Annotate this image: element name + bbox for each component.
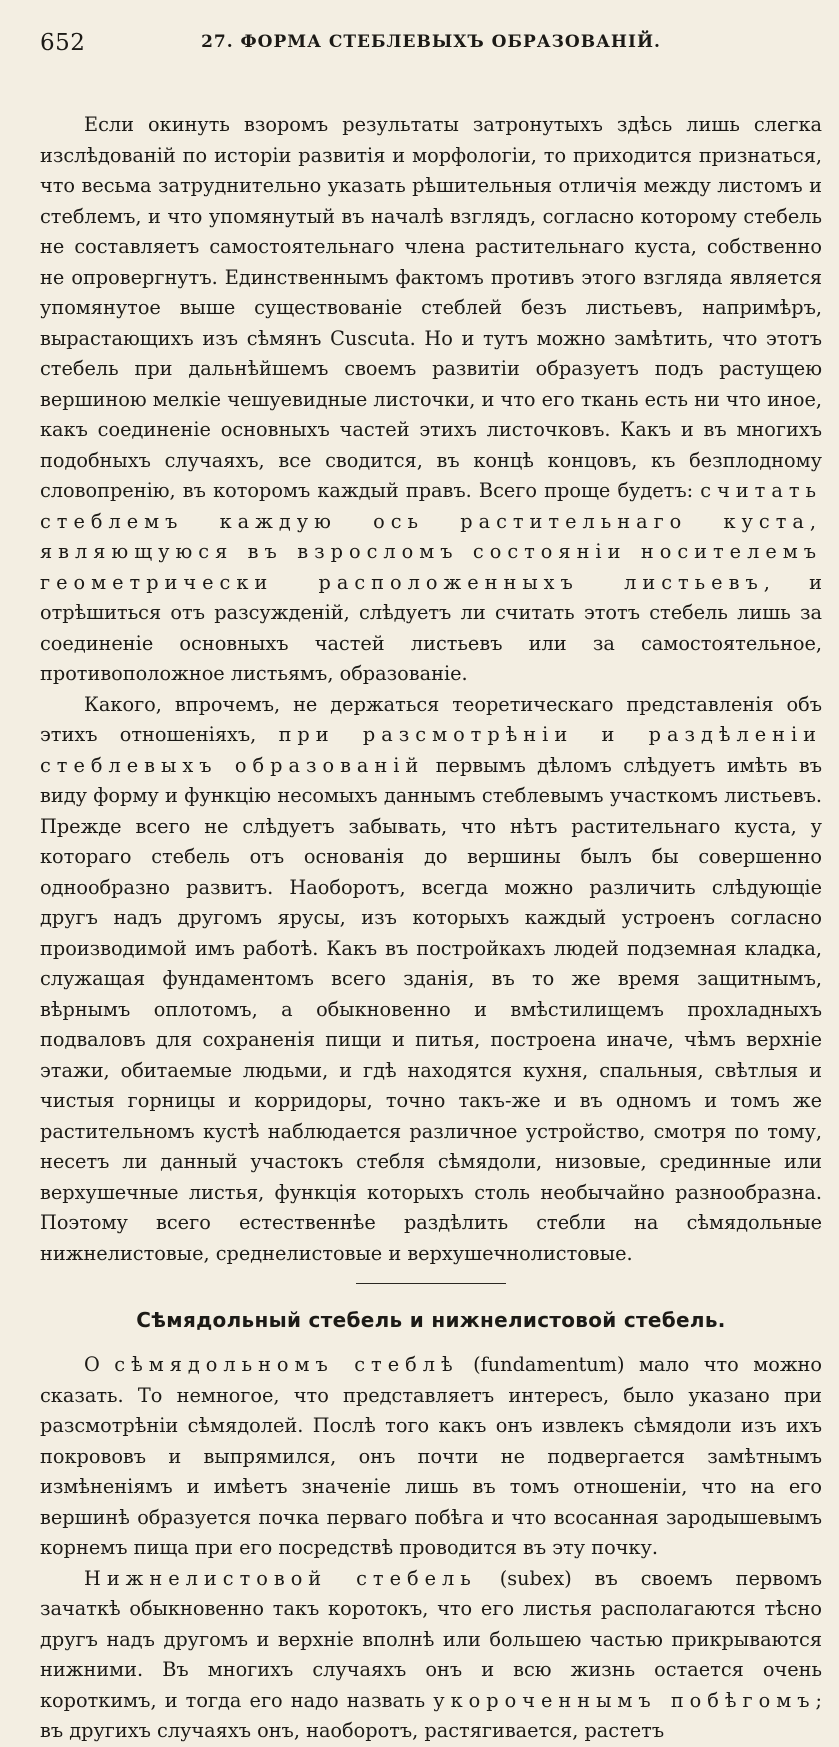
- text-run: Если окинуть взоромъ результаты затронутыхъ здѣсь лишь слегка изслѣдованій по исторіи развитія и морфологіи, то приходится признаться, что весьма затруднительно указать рѣшительныя отличія между листомъ и стеблемъ, и что упомянутый въ началѣ взглядъ, согласно которому стебель не составляетъ самостоятельнаго члена растительнаго куста, собственно не опровергнутъ. Единственнымъ фактомъ противъ этого взгляда является упомянутое выше существованіе стеблей безъ листьевъ, напримѣръ, вырастающихъ изъ сѣмянъ Cuscuta. Но и тутъ можно замѣтить, что этотъ стебель при дальнѣйшемъ своемъ развитіи образуетъ подъ растущею вершиною мелкіе чешуевидные листочки, и что его ткань есть ни что иное, какъ соединеніе основныхъ частей этихъ листочковъ. Какъ и въ многихъ подобныхъ случаяхъ, все сводится, въ концѣ концовъ, къ безплодному словопренію, въ которомъ каждый правъ. Всего проще будетъ:: [40, 113, 822, 502]
- paragraph: [40, 690, 822, 1270]
- section-divider: [356, 1283, 506, 1284]
- spaced-emphasis: при разсмотрѣніи и раздѣленіи стеблевыхъ образованій: [40, 723, 822, 777]
- paragraph: [40, 110, 822, 690]
- text-run: (subex) въ своемъ первомъ зачаткѣ обыкновенно такъ коротокъ, что его листья располагаются тѣсно другъ надъ другомъ и верхніе вполнѣ или большею частью прикрываются нижними. Въ многихъ случаяхъ онъ и всю жизнь остается очень короткимъ, и тогда его надо назвать: [40, 1566, 822, 1712]
- paragraph: [40, 1564, 822, 1747]
- body-text: [40, 110, 822, 1269]
- spaced-emphasis: сѣмядольномъ стеблѣ: [114, 1353, 459, 1376]
- spaced-emphasis: Нижнелистовой стебель: [84, 1566, 477, 1590]
- text-run: первымъ дѣломъ слѣдуетъ имѣть въ виду форму и функцію несомыхъ даннымъ стеблевымъ участкомъ листьевъ. Прежде всего не слѣдуетъ забывать, что нѣтъ растительнаго куста, у котораго стебель отъ основанія до вершины былъ бы совершенно однообразно развитъ. Наоборотъ, всегда можно различить слѣдующіе другъ надъ другомъ ярусы, изъ которыхъ каждый устроенъ согласно производимой имъ работѣ. Какъ въ постройкахъ людей подземная кладка, служащая фундаментомъ всего зданія, въ то же время защитнымъ, вѣрнымъ оплотомъ, а обыкновенно и вмѣстилищемъ прохладныхъ подваловъ для сохраненія пищи и питья, построена иначе, чѣмъ верхніе этажи, обитаемые людьми, и гдѣ находятся кухня, спальныя, свѣтлыя и чистыя горницы и корридоры, точно такъ-же и въ одномъ и томъ же растительномъ кустѣ наблюдается различное устройство, смотря по тому, несетъ ли данный участокъ стебля сѣмядоли, низовые, срединные или верхушечные листья, функція которыхъ столь необычайно разнообразна. Поэтому всего естественнѣе раздѣлить стебли на сѣмядольные нижнелистовые, среднелистовые и верхушечнолистовые.: [40, 753, 822, 1265]
- book-page: [40, 28, 822, 1747]
- spaced-emphasis: считать стеблемъ каждую ось растительнаго куста, являющуюся въ взросломъ состояніи носителемъ геометрически расположенныхъ листьевъ: [40, 479, 822, 594]
- section-title: Сѣмядольный стебель и нижнелистовой стебель.: [136, 1308, 726, 1332]
- page-header: [40, 28, 822, 60]
- text-run: ; въ другихъ случаяхъ онъ, наоборотъ, растягивается, растетъ: [40, 1688, 822, 1742]
- text-run: Какого, впрочемъ, не держаться теоретическаго представленія объ этихъ отношеніяхъ,: [40, 692, 822, 746]
- text-run: (fundamentum) мало что можно сказать. То немногое, что представляетъ интересъ, было указано при разсмотрѣніи сѣмядолей. Послѣ того какъ онъ извлекъ сѣмядоли изъ ихъ покрововъ и выпрямился, онъ почти не подвергается замѣтнымъ измѣненіямъ и имѣетъ значеніе лишь въ томъ отношеніи, что на его вершинѣ образуется почка перваго побѣга и что всосанная зародышевымъ корнемъ пища при его посредствѣ проводится въ эту почку.: [40, 1353, 823, 1559]
- text-run: , и отрѣшиться отъ разсужденій, слѣдуетъ ли считать этотъ стебель лишь за соединеніе основныхъ частей листьевъ или за самостоятельное, противоположное листьямъ, образованіе.: [40, 570, 822, 685]
- paragraph: [40, 1350, 822, 1564]
- text-run: О: [84, 1353, 115, 1376]
- section-body: [40, 1350, 822, 1747]
- running-head: 27. ФОРМА СТЕБЛЕВЫХЪ ОБРАЗОВАНІЙ.: [201, 32, 661, 52]
- page-number: 652: [40, 30, 86, 56]
- spaced-emphasis: укороченнымъ побѣгомъ: [433, 1688, 816, 1712]
